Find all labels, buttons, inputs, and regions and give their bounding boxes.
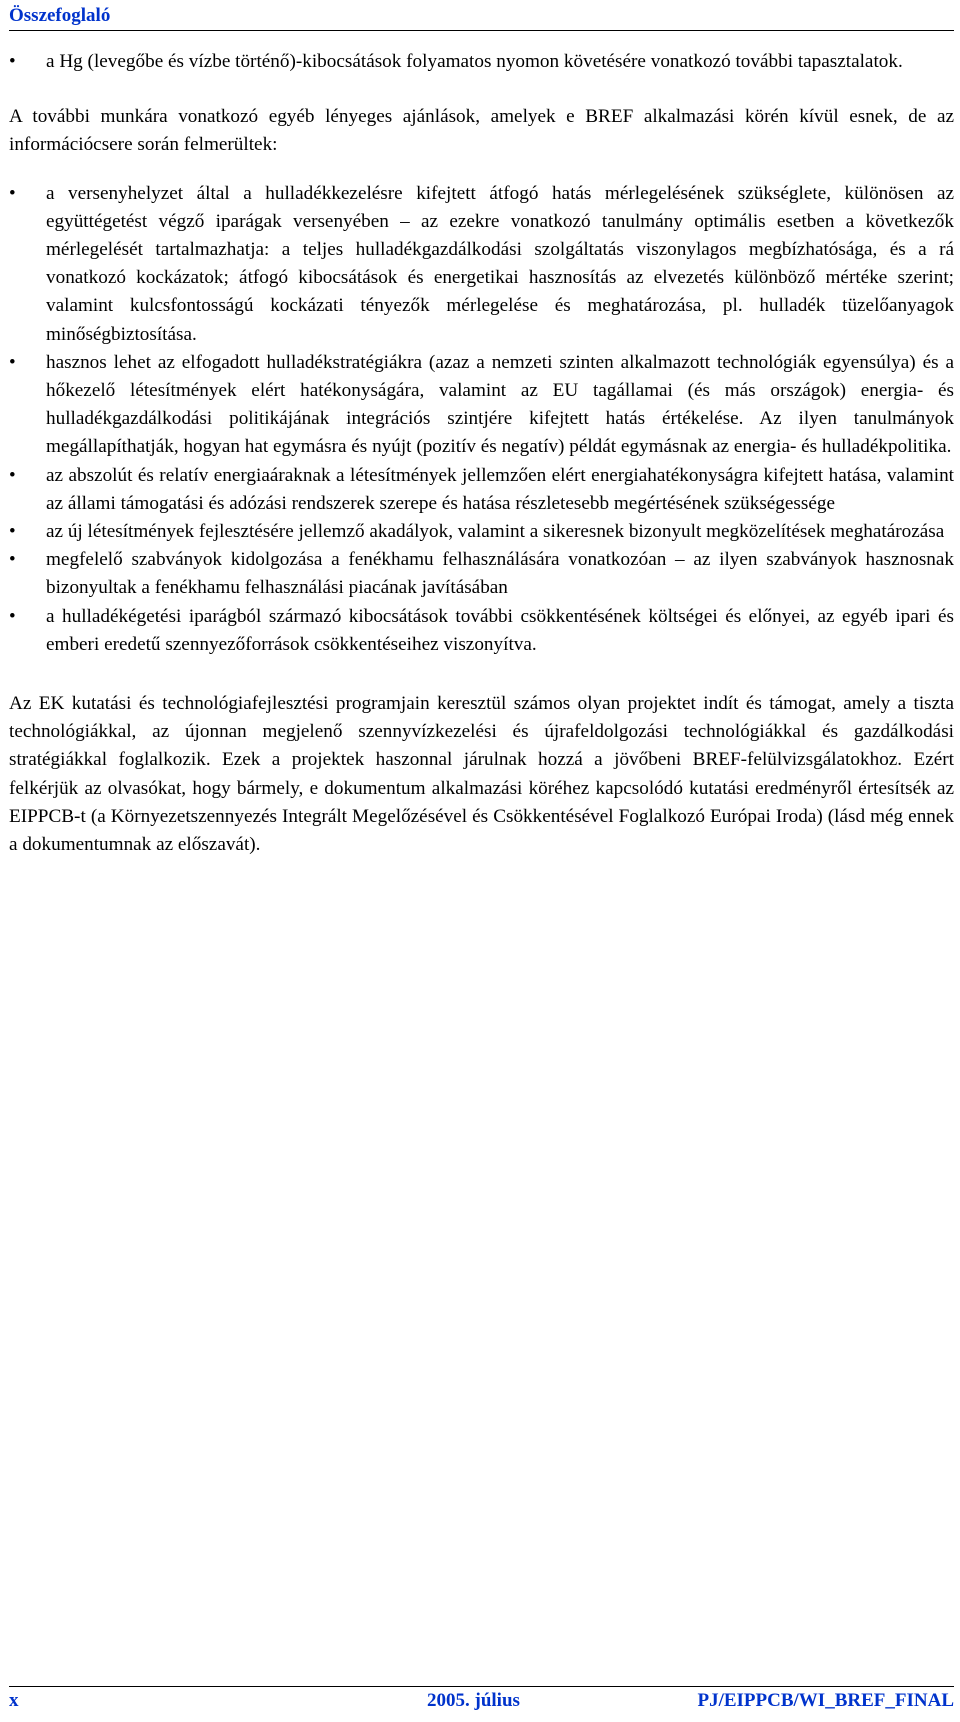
bullet-icon: • — [9, 521, 16, 543]
header-divider — [9, 30, 954, 31]
list-item — [9, 518, 954, 546]
list-item-text: megfelelő szabványok kidolgozása a fenékhamu felhasználására vonatkozóan – az ilyen szabványok hasznosnak bizonyultak a fenékhamu felhasználási piacának javításában — [46, 549, 954, 599]
footer-row — [9, 1687, 954, 1715]
list-item-text: hasznos lehet az elfogadott hulladékstratégiákra (azaz a nemzeti szinten alkalmazott technológiák egyensúlya) és a hőkezelő létesítmények elért hatékonyságára, valamint az EU tagállamai (és más országok) energia- és hulladékgazdálkodási politikájának integrációs szintjére kifejtett hatás értékelése. Az ilyen tanulmányok megállapíthatják, hogyan hat egymásra és nyújt (pozitív és negatív) példát egymásnak az energia- és hulladékpolitika. — [46, 351, 954, 458]
list-item-text: a versenyhelyzet által a hulladékkezelésre kifejtett átfogó hatás mérlegelésének szükséglete, különösen az együttégetést végző iparágak versenyében – az ezekre vonatkozó tanulmány optimális esetben a következők mérlegelését tartalmazhatja: a teljes hulladékgazdálkodási szolgáltatás viszonylagos megbízhatósága, és a rá vonatkozó kockázatok; átfogó kibocsátások és energetikai hasznosítás az elvezetés különböző mértéke szerint; valamint kulcsfontosságú kockázati tényezők mérlegelése és meghatározása, pl. hulladék tüzelőanyagok minőségbiztosítása. — [46, 182, 954, 345]
page-header — [9, 3, 954, 31]
closing-paragraph: Az EK kutatási és technológiafejlesztési programjain keresztül számos olyan projektet indít és támogat, amely a tiszta technológiákkal, az újonnan megjelenő szennyvízkezelési és újrafeldolgozási technológiákkal és gazdálkodási stratégiákkal foglalkozik. Ezek a projektek haszonnal járulnak hozzá a jövőbeni BREF-felülvizsgálatokhoz. Ezért felkérjük az olvasókat, hogy bármely, e dokumentum alkalmazási köréhez kapcsolódó kutatási eredményről értesítsék az EIPPCB-t (a Környezetszennyezés Integrált Megelőzésével és Csökkentésével Foglalkozó Európai Iroda) (lásd még ennek a dokumentumnak az előszavát). — [9, 693, 954, 856]
list-item — [9, 462, 954, 518]
list-item-text: az új létesítmények fejlesztésére jellemző akadályok, valamint a sikeresnek bizonyult megközelítések meghatározása — [46, 521, 945, 543]
list-item — [9, 546, 954, 602]
list-item — [9, 180, 954, 349]
bullet-icon: • — [9, 549, 16, 571]
bullet-icon: • — [9, 351, 16, 373]
bullet-icon: • — [9, 182, 16, 204]
recommendations-list — [9, 180, 954, 659]
list-item-text: a hulladékégetési iparágból származó kibocsátások további csökkentésének költségei és előnyei, az egyéb ipari és emberi eredetű szennyezőforrások csökkentéseihez viszonyítva. — [46, 605, 954, 655]
list-item — [9, 349, 954, 462]
footer-page-number: x — [9, 1690, 19, 1711]
list-item-text: a Hg (levegőbe és vízbe történő)-kibocsátások folyamatos nyomon követésére vonatkozó további tapasztalatok. — [46, 51, 903, 72]
list-item — [9, 48, 954, 76]
page-footer — [9, 1686, 954, 1715]
list-item-text: az abszolút és relatív energiaáraknak a létesítmények jellemzően elért energiahatékonyságra kifejtett hatása, valamint az állami támogatási és adózási rendszerek szerepe és hatása részletesebb megértésének szükségessége — [46, 464, 954, 514]
page-title: Összefoglaló — [9, 5, 111, 26]
list-item — [9, 603, 954, 659]
bullet-list-top — [9, 48, 954, 76]
bullet-icon: • — [9, 605, 16, 627]
footer-reference: PJ/EIPPCB/WI_BREF_FINAL — [697, 1690, 954, 1711]
bullet-icon: • — [9, 464, 16, 486]
document-body — [9, 48, 954, 859]
intro-paragraph: A további munkára vonatkozó egyéb lényeges ajánlások, amelyek e BREF alkalmazási körén kívül esnek, de az információcsere során felmerültek: — [9, 106, 954, 156]
footer-date: 2005. július — [427, 1690, 520, 1711]
bullet-icon: • — [9, 51, 16, 72]
